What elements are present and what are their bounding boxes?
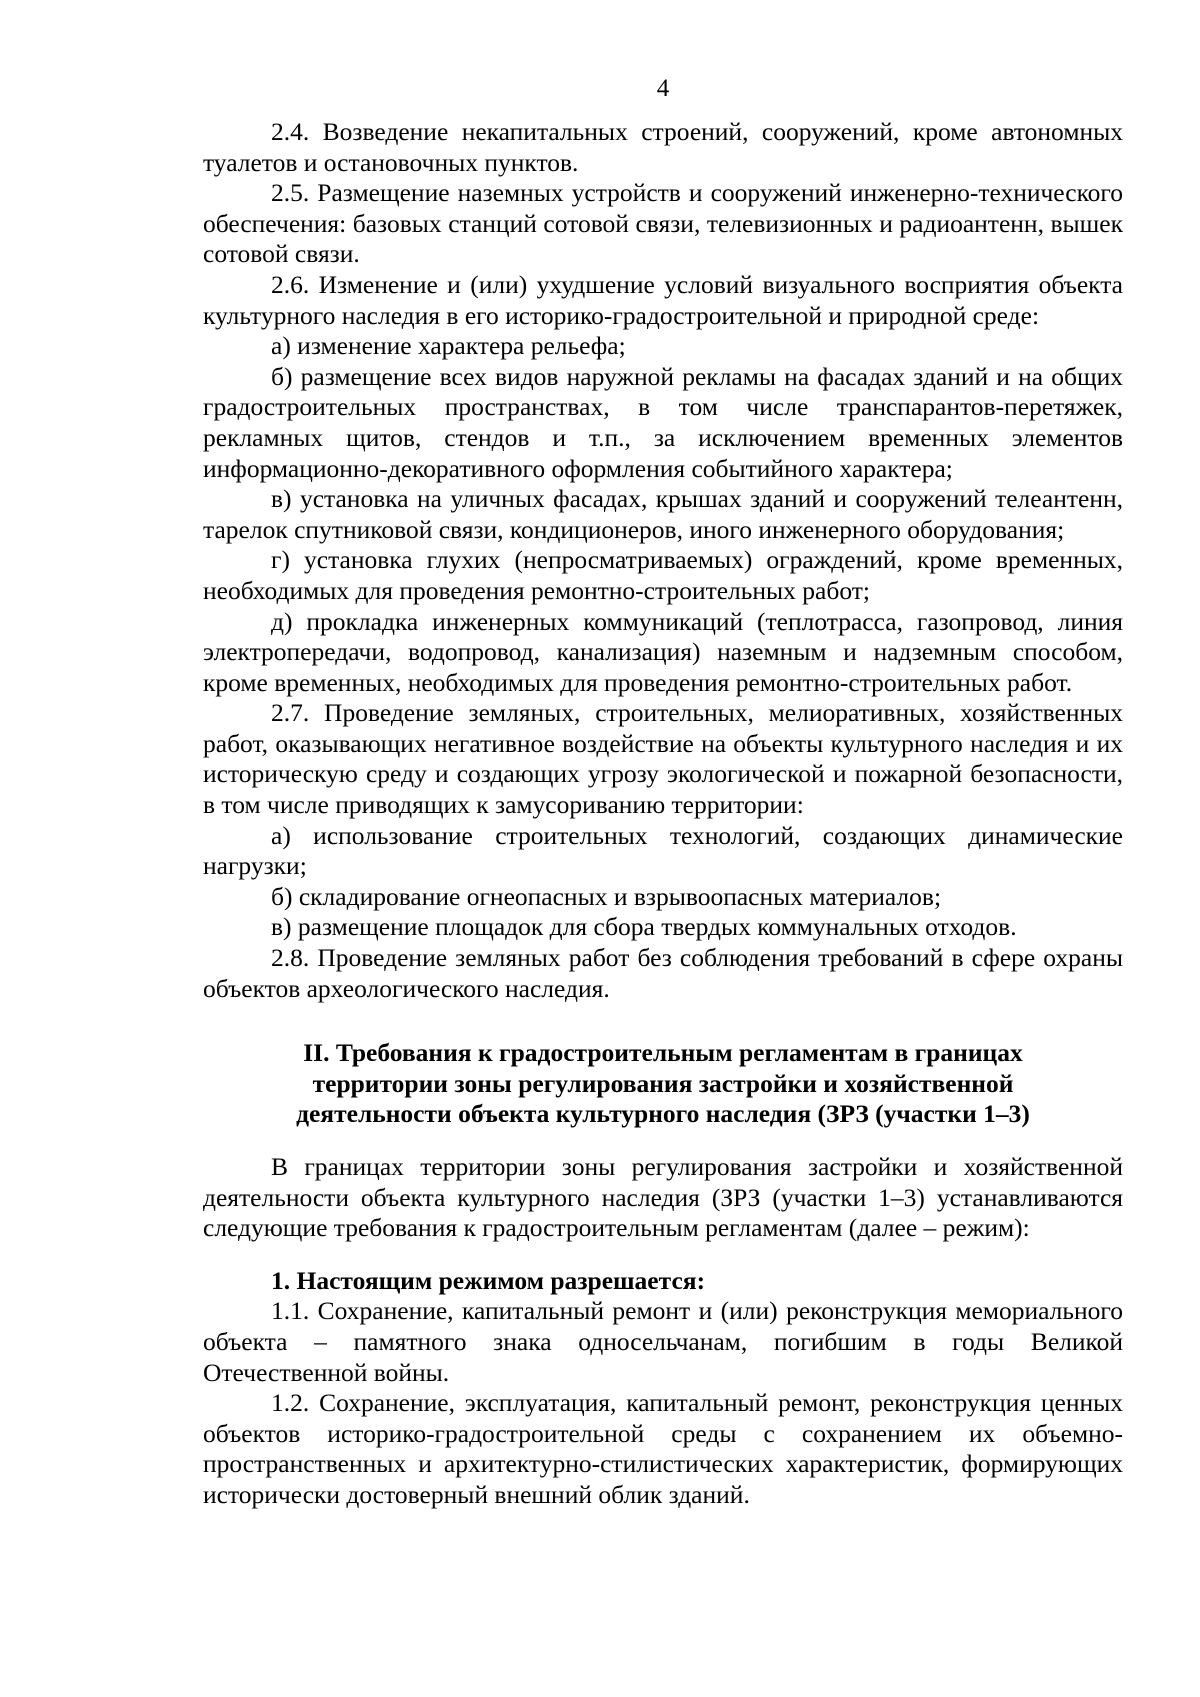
paragraph-1-1: 1.1. Сохранение, капитальный ремонт и (или) реконструкция мемориального объекта – памятного знака односельчанам, погибшим в годы Великой Отечественной войны.	[203, 1296, 1123, 1387]
paragraph-2-5: 2.5. Размещение наземных устройств и сооружений инженерно-технического обеспечения: базовых станций сотовой связи, телевизионных и радиоантенн, вышек сотовой связи.	[203, 178, 1123, 269]
paragraph-2-6-d: д) прокладка инженерных коммуникаций (теплотрасса, газопровод, линия электропередачи, водопровод, канализация) наземным и надземным способом, кроме временных, необходимых для проведения ремонтно-строительных работ.	[203, 606, 1123, 697]
paragraph-2-6-a: а) изменение характера рельефа;	[271, 331, 626, 361]
section-title-line: II. Требования к градостроительным регламентам в границах	[303, 1038, 1023, 1068]
paragraph-1-2: 1.2. Сохранение, эксплуатация, капитальный ремонт, реконструкция ценных объектов историко-градостроительной среды с сохранением их объемно-пространственных и архитектурно-стилистических характеристик, формирующих исторически достоверный внешний облик зданий.	[203, 1388, 1123, 1509]
spacer	[203, 1244, 1123, 1266]
paragraph-2-8: 2.8. Проведение земляных работ без соблюдения требований в сфере охраны объектов археологического наследия.	[203, 943, 1123, 1003]
section-title-line: территории зоны регулирования застройки и хозяйственной	[312, 1068, 1014, 1098]
paragraph-2-6: 2.6. Изменение и (или) ухудшение условий визуального восприятия объекта культурного наследия в его историко-градостроительной и природной среде:	[203, 269, 1123, 330]
paragraph-2-4: 2.4. Возведение некапитальных строений, сооружений, кроме автономных туалетов и остановочных пунктов.	[203, 117, 1123, 177]
page-number: 4	[656, 75, 670, 102]
paragraph-2-7-b: б) складирование огнеопасных и взрывоопасных материалов;	[271, 881, 942, 911]
section-title-line: деятельности объекта культурного наследия (ЗРЗ (участки 1–3)	[296, 1099, 1030, 1129]
paragraph-2-7-v: в) размещение площадок для сбора твердых коммунальных отходов.	[271, 912, 1017, 942]
section-title	[203, 1038, 1123, 1130]
paragraph-2-7-a: а) использование строительных технологий, создающих динамические нагрузки;	[203, 820, 1123, 881]
paragraph-2-6-v: в) установка на уличных фасадах, крышах зданий и сооружений телеантенн, тарелок спутниковой связи, кондиционеров, иного инженерного оборудования;	[203, 484, 1123, 544]
paragraph-2-6-g: г) установка глухих (непросматриваемых) ограждений, кроме временных, необходимых для проведения ремонтно-строительных работ;	[203, 545, 1123, 605]
intro-paragraph: В границах территории зоны регулирования застройки и хозяйственной деятельности объекта культурного наследия (ЗРЗ (участки 1–3) устанавливаются следующие требования к градостроительным регламентам (далее – режим):	[203, 1152, 1123, 1243]
paragraph-2-6-b: б) размещение всех видов наружной рекламы на фасадах зданий и на общих градостроительных пространствах, в том числе транспарантов-перетяжек, рекламных щитов, стендов и т.п., за исключением временных элементов информационно-декоративного оформления событийного характера;	[203, 361, 1123, 483]
paragraph-2-7: 2.7. Проведение земляных, строительных, мелиоративных, хозяйственных работ, оказывающих негативное воздействие на объекты культурного наследия и их историческую среду и создающих угрозу экологической и пожарной безопасности, в том числе приводящих к замусориванию территории:	[203, 698, 1123, 820]
subheading: 1. Настоящим режимом разрешается:	[271, 1265, 706, 1295]
document-body	[203, 117, 1123, 1511]
spacer	[203, 1130, 1123, 1152]
